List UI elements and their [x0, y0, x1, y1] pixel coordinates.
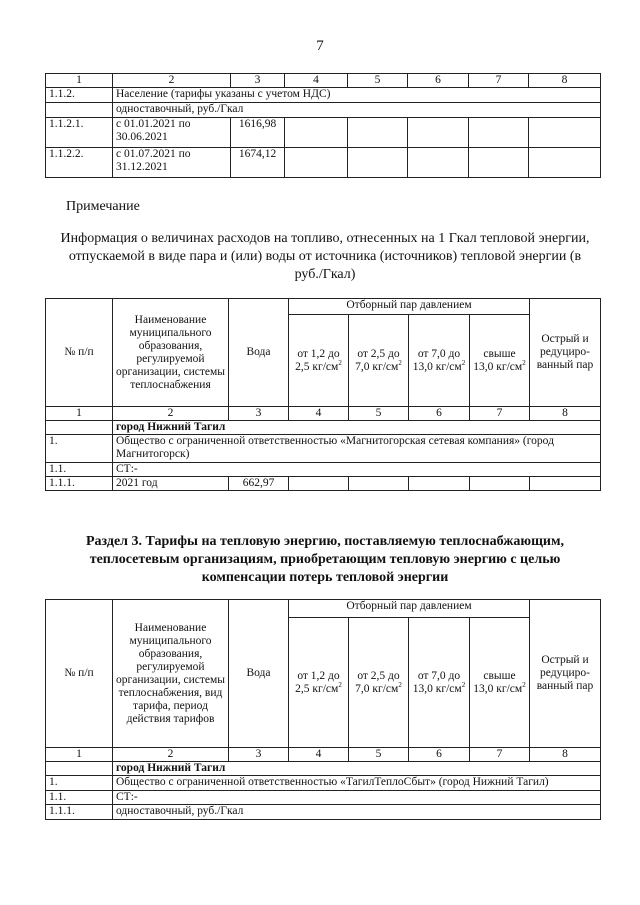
header-pressure-2: от 2,5 до 7,0 $кг/см^2$	[349, 618, 409, 748]
fuel-cost-table	[45, 298, 601, 491]
header-name: Наименование муниципального образования, регулируемой организации, системы теплоснабжения, вид тарифа, период действия тарифов	[113, 600, 229, 748]
col-number: 5	[349, 748, 409, 762]
row-text: Население (тарифы указаны с учетом НДС)	[113, 88, 601, 103]
table-row	[46, 762, 601, 776]
col-number: 5	[349, 407, 409, 421]
col-number: 6	[409, 748, 470, 762]
header-pressure-1: от 1,2 до 2,5 $кг/см^2$	[289, 618, 349, 748]
table-row	[46, 88, 601, 103]
col-number: 2	[113, 74, 231, 88]
table-row	[46, 148, 601, 178]
loss-tariff-table	[45, 599, 601, 820]
system-name: СТ:-	[113, 463, 601, 477]
organization-name: Общество с ограниченной ответственностью «ТагилТеплоСбыт» (город Нижний Тагил)	[113, 776, 601, 791]
header-pressure-3: от 7,0 до 13,0 $кг/см^2$	[409, 315, 470, 407]
col-number: 1	[46, 748, 113, 762]
col-number: 7	[469, 74, 529, 88]
header-pressure-3: от 7,0 до 13,0 $кг/см^2$	[409, 618, 470, 748]
col-number: 4	[285, 74, 348, 88]
header-pressure-4: свыше 13,0 $кг/см^2$	[470, 618, 530, 748]
table-row	[46, 103, 601, 118]
col-number: 1	[46, 74, 113, 88]
table-row	[46, 776, 601, 791]
table-row	[46, 435, 601, 463]
col-number: 4	[289, 407, 349, 421]
table-row	[46, 421, 601, 435]
row-number: 1.1.2.2.	[46, 148, 113, 178]
tariff-table-continuation	[45, 73, 601, 178]
city-name: город Нижний Тагил	[113, 421, 601, 435]
col-number: 8	[529, 74, 601, 88]
col-number: 1	[46, 407, 113, 421]
col-number: 4	[289, 748, 349, 762]
info-title: Информация о величинах расходов на топливо, отнесенных на 1 Гкал тепловой энергии, отпускаемой в виде пара и (или) воды от источника (источников) тепловой энергии (в руб./Гкал)	[60, 231, 590, 282]
header-pressure-2: от 2,5 до 7,0 $кг/см^2$	[349, 315, 409, 407]
col-number: 8	[530, 748, 601, 762]
table-row	[46, 477, 601, 491]
table-row	[46, 463, 601, 477]
row-period: с 01.01.2021 по 30.06.2021	[113, 118, 231, 148]
table-row	[46, 805, 601, 820]
row-value: 1616,98	[231, 118, 285, 148]
section-title: Раздел 3. Тарифы на тепловую энергию, поставляемую теплоснабжающим, теплосетевым организациям, приобретающим тепловую энергию с целью компенсации потерь тепловой энергии	[85, 534, 565, 585]
column-number-row	[46, 74, 601, 88]
col-number: 6	[409, 407, 470, 421]
col-number: 7	[470, 407, 530, 421]
header-pressure-1: от 1,2 до 2,5 $кг/см^2$	[289, 315, 349, 407]
row-number	[46, 103, 113, 118]
header-number: № п/п	[46, 600, 113, 748]
header-steam-group: Отборный пар давлением	[289, 600, 530, 618]
header-water: Вода	[229, 600, 289, 748]
col-number: 7	[470, 748, 530, 762]
col-number: 2	[113, 407, 229, 421]
year-value: 662,97	[229, 477, 289, 491]
header-number: № п/п	[46, 299, 113, 407]
row-period: с 01.07.2021 по 31.12.2021	[113, 148, 231, 178]
col-number: 2	[113, 748, 229, 762]
col-number: 3	[231, 74, 285, 88]
row-value: 1674,12	[231, 148, 285, 178]
table-row	[46, 118, 601, 148]
row-number: 1.1.2.	[46, 88, 113, 103]
col-number: 8	[530, 407, 601, 421]
row-number: 1.1.1.	[46, 477, 113, 491]
year-label: 2021 год	[113, 477, 229, 491]
row-number: 1.1.	[46, 791, 113, 805]
header-sharp-steam: Острый и редуциро-ванный пар	[530, 299, 601, 407]
page-number: 7	[316, 38, 324, 54]
table-row	[46, 791, 601, 805]
column-number-row	[46, 748, 601, 762]
row-number: 1.	[46, 435, 113, 463]
row-text: одноставочный, руб./Гкал	[113, 103, 601, 118]
header-pressure-4: свыше 13,0 $кг/см^2$	[470, 315, 530, 407]
row-number: 1.1.1.	[46, 805, 113, 820]
col-number: 6	[408, 74, 469, 88]
row-number: 1.	[46, 776, 113, 791]
col-number: 5	[348, 74, 408, 88]
header-steam-group: Отборный пар давлением	[289, 299, 530, 315]
note-title: Примечание	[66, 199, 140, 214]
city-name: город Нижний Тагил	[113, 762, 601, 776]
system-name: СТ:-	[113, 791, 601, 805]
row-number: 1.1.2.1.	[46, 118, 113, 148]
col-number: 3	[229, 407, 289, 421]
header-sharp-steam: Острый и редуциро-ванный пар	[530, 600, 601, 748]
col-number: 3	[229, 748, 289, 762]
header-name: Наименование муниципального образования, регулируемой организации, системы теплоснабжения	[113, 299, 229, 407]
header-water: Вода	[229, 299, 289, 407]
column-number-row	[46, 407, 601, 421]
tariff-type: одноставочный, руб./Гкал	[113, 805, 601, 820]
row-number: 1.1.	[46, 463, 113, 477]
organization-name: Общество с ограниченной ответственностью «Магнитогорская сетевая компания» (город Магнитогорск)	[113, 435, 601, 463]
